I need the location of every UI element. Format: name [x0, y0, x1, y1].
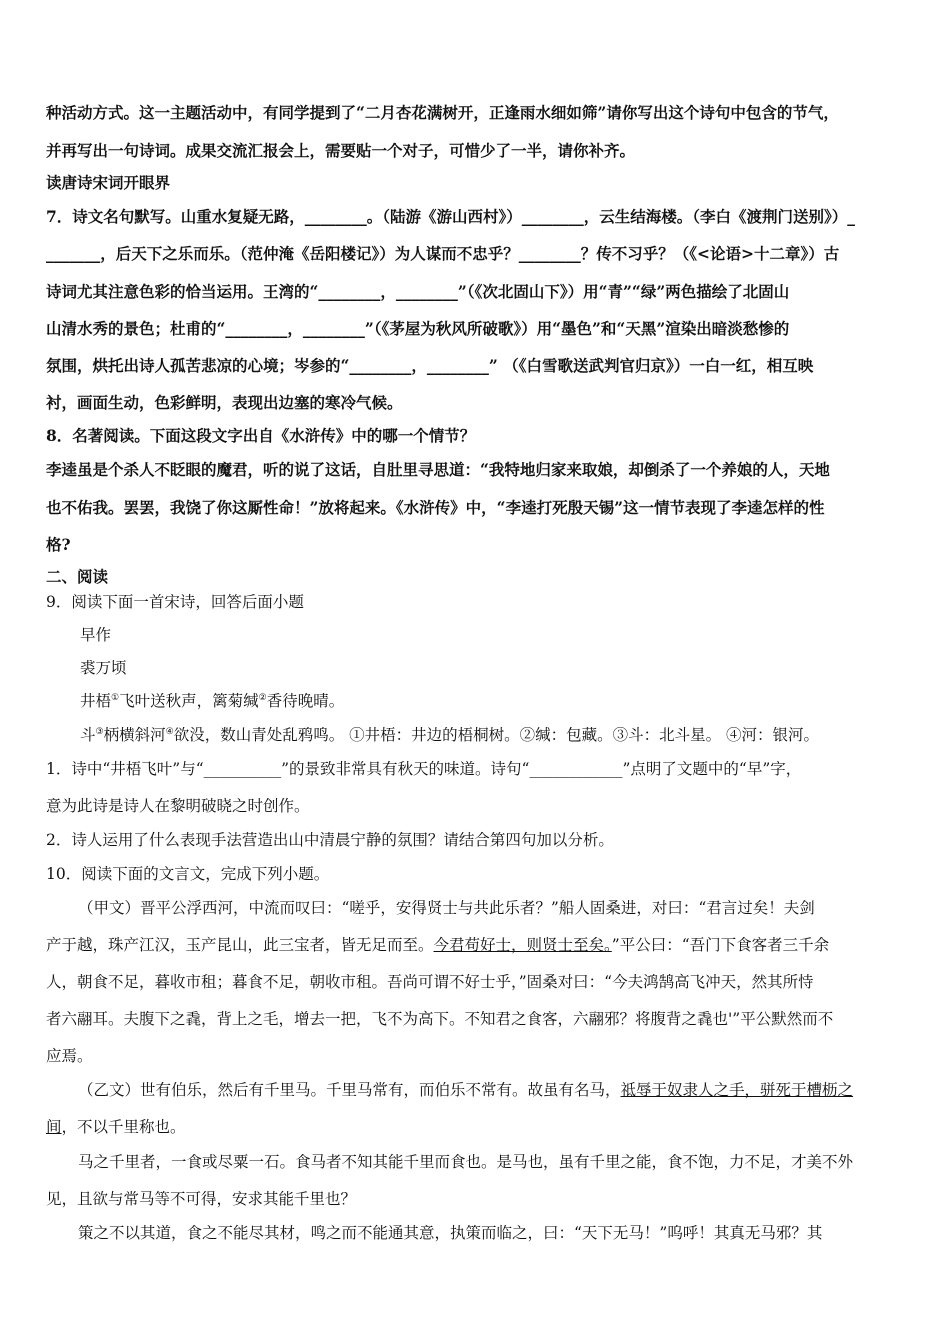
section-heading: 读唐诗宋词开眼界 — [46, 173, 171, 192]
text-line: （乙文）世有伯乐，然后有千里马。千里马常有，而伯乐不常有。故虽有名马，祗辱于奴隶人之手，骈死于槽枥之 — [78, 1081, 854, 1099]
text-line: 马之千里者，一食或尽粟一石。食马者不知其能千里而食也。是马也，虽有千里之能，食不饱，力不足，才美不外 — [78, 1153, 854, 1171]
text-line: 产于越，珠产江汉，玉产昆山，此三宝者，皆无足而至。今君苟好士，则贤士至矣。”平公曰：“吾门下食客者三千余 — [46, 936, 830, 954]
sub-question-2: 2．诗人运用了什么表现手法营造出山中清晨宁静的氛围？请结合第四句加以分析。 — [46, 831, 614, 849]
question-7: 7．诗文名句默写。山重水复疑无路，________。（陆游《游山西村》）________，云生结海楼。（李白《渡荆门送别》）_ — [46, 207, 856, 226]
section-heading: 二、阅读 — [46, 567, 109, 586]
text-line: 者六翮耳。夫腹下之毳，背上之毛，增去一把，飞不为高下。不知君之食客，六翮邪？将腹背之毳也'”平公默然而不 — [46, 1010, 834, 1028]
text-line: 种活动方式。这一主题活动中，有同学提到了“二月杏花满树开，正逢雨水细如筛”请你写出这个诗句中包含的节气， — [46, 103, 839, 122]
sub-question-1: 1．诗中“井梧飞叶”与“__________”的景致非常具有秋天的味道。诗句“____________”点明了文题中的“早”字， — [46, 760, 802, 778]
text-line: 格? — [46, 535, 71, 554]
question-9: 9．阅读下面一首宋诗，回答后面小题 — [46, 593, 304, 611]
poem-line: 井梧①飞叶送秋声，篱菊缄②香待晚晴。 — [80, 692, 345, 710]
text-line: 衬，画面生动，色彩鲜明，表现出边塞的寒冷气候。 — [46, 393, 403, 412]
text-line: 李逵虽是个杀人不眨眼的魔君，听的说了这话，自肚里寻思道：“我特地归家来取娘，却倒杀了一个养娘的人，天地 — [46, 460, 830, 479]
text-line: 并再写出一句诗词。成果交流汇报会上，需要贴一个对子，可惜少了一半，请你补齐。 — [46, 141, 636, 160]
text-line: 意为此诗是诗人在黎明破晓之时创作。 — [46, 797, 310, 815]
text-line: 应焉。 — [46, 1047, 93, 1065]
text-line: （甲文）晋平公浮西河，中流而叹曰：“嗟乎，安得贤士与共此乐者？”船人固桑进，对曰：“君言过矣！夫剑 — [78, 899, 815, 917]
poem-author: 裘万顷 — [80, 659, 127, 677]
text-line: 诗词尤其注意色彩的恰当运用。王湾的“________，________”（《次北固山下》）用“青”“绿”两色描绘了北固山 — [46, 282, 790, 301]
text-line: 氛围，烘托出诗人孤苦悲凉的心境；岑参的“________，________” （《白雪歌送武判官归京》）一白一红，相互映 — [46, 356, 814, 375]
text-line: 策之不以其道，食之不能尽其材，鸣之而不能通其意，执策而临之，曰：“天下无马！”呜呼！其真无马邪？其 — [78, 1224, 823, 1242]
poem-title: 早作 — [80, 626, 112, 644]
text-line: _______，后天下之乐而乐。（范仲淹《岳阳楼记》）为人谋而不忠乎？________？传不习乎？（《<论语>十二章》）古 — [46, 244, 840, 263]
text-line: 也不佑我。罢罢，我饶了你这厮性命！”放将起来。《水浒传》中，“李逵打死殷天锡”这一情节表现了李逵怎样的性 — [46, 498, 825, 517]
text-line: 人，朝食不足，暮收市租；暮食不足，朝收市租。吾尚可谓不好士乎，”固桑对曰：“今夫鸿鹄高飞冲天，然其所恃 — [46, 973, 814, 991]
text-line: 见，且欲与常马等不可得，安求其能千里也？ — [46, 1190, 357, 1208]
question-8: 8．名著阅读。下面这段文字出自《水浒传》中的哪一个情节？ — [46, 426, 476, 445]
question-10: 10．阅读下面的文言文，完成下列小题。 — [46, 865, 330, 883]
text-line: 山清水秀的景色；杜甫的“________，________”（《茅屋为秋风所破歌》）用“墨色”和“天黑”渲染出暗淡愁惨的 — [46, 319, 790, 338]
text-line: 间，不以千里称也。 — [46, 1118, 186, 1136]
poem-line: 斗③柄横斜河④欲没，数山青处乱鸦鸣。 ①井梧：井边的梧桐树。②缄：包藏。③斗：北斗星。 ④河：银河。 — [80, 726, 820, 744]
